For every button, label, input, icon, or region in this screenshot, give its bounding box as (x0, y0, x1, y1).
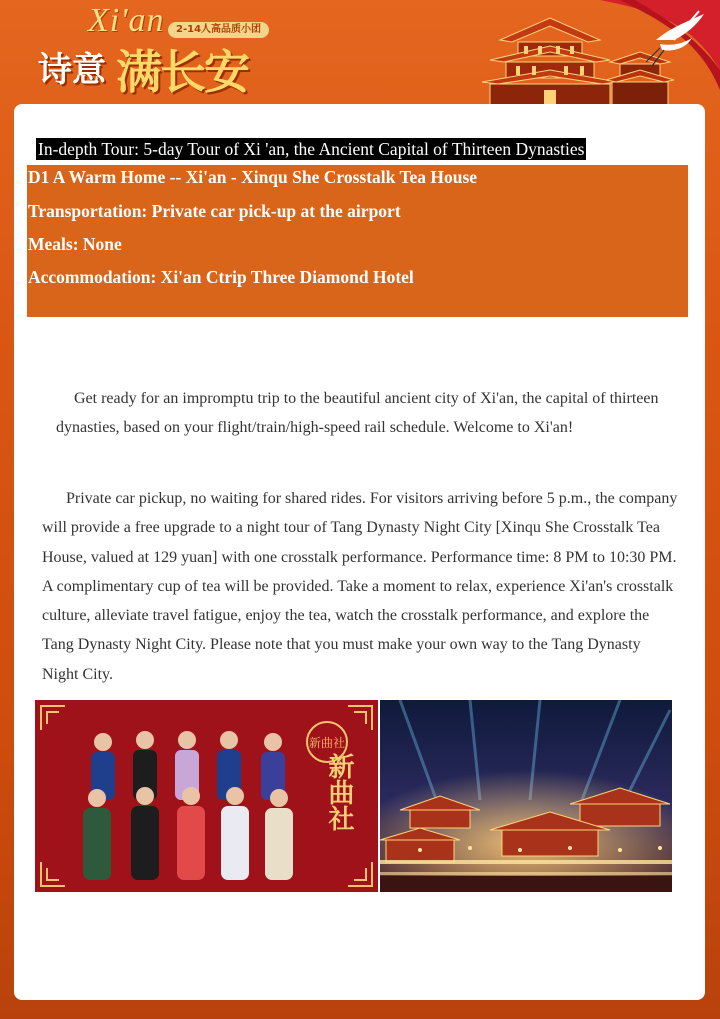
logo-latin-text: Xi'an (88, 2, 165, 39)
day-heading: D1 A Warm Home -- Xi'an - Xinqu She Crosstalk Tea House (28, 167, 478, 187)
pickup-paragraph: Private car pickup, no waiting for shared rides. For visitors arriving before 5 p.m., the company will provide a free upgrade to a night tour of Tang Dynasty Night City [Xinqu She Crosstalk Tea House, valued at 129 yuan] with one crosstalk performance. Performance time: 8 PM to 10:30 PM. A complimentary cup of tea will be provided. Take a moment to relax, experience Xi'an's crosstalk culture, alleviate travel fatigue, enjoy the tea, watch the crosstalk performance, and explore the Tang Dynasty Night City. Please note that you must make your own way to the Tang Dynasty Night City. (42, 490, 678, 683)
poster-calligraphy: 新曲社 (324, 753, 354, 831)
poster-seal-text: 新曲社 (308, 736, 346, 750)
transportation-line: Transportation: Private car pick-up at the airport (28, 201, 401, 221)
accommodation-line: Accommodation: Xi'an Ctrip Three Diamond Hotel (28, 267, 414, 287)
day-info-box (27, 165, 688, 317)
crosstalk-poster-image (35, 700, 378, 892)
logo-cn-part1: 诗意 (38, 50, 106, 90)
meals-line: Meals: None (28, 234, 122, 254)
header-banner (0, 0, 720, 108)
group-size-badge: 2-14人高品质小团 (168, 22, 269, 38)
logo-cn-part2: 满长安 (116, 45, 248, 99)
tour-title: In-depth Tour: 5-day Tour of Xi 'an, the Ancient Capital of Thirteen Dynasties (38, 139, 585, 159)
pagoda-crane-illustration (460, 0, 720, 108)
tang-night-city-image (380, 700, 672, 892)
intro-paragraph: Get ready for an impromptu trip to the beautiful ancient city of Xi'an, the capital of thirteen dynasties, based on your flight/train/high-speed rail schedule. Welcome to Xi'an! (56, 390, 659, 437)
